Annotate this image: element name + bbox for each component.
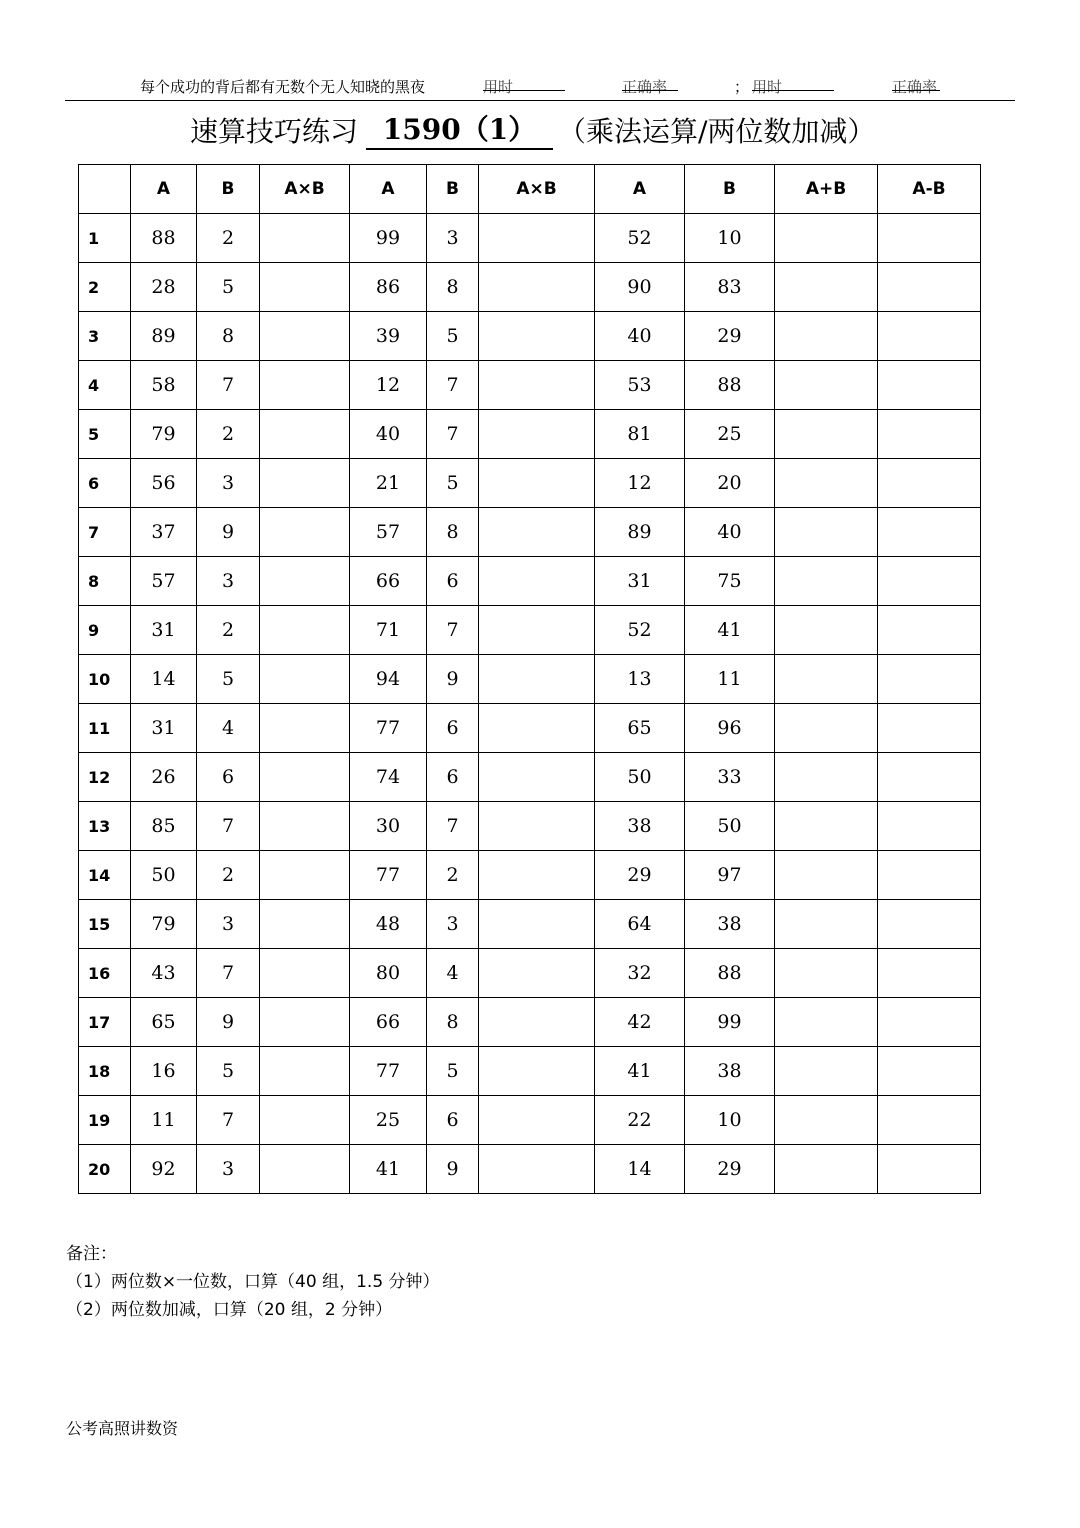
answer-product-2[interactable] <box>479 459 595 508</box>
cell-a2: 99 <box>350 214 427 263</box>
exercise-table <box>78 164 981 1194</box>
row-index: 20 <box>79 1145 131 1194</box>
cell-a2: 12 <box>350 361 427 410</box>
answer-difference[interactable] <box>878 949 981 998</box>
answer-product-1[interactable] <box>260 508 350 557</box>
cell-b1: 7 <box>197 802 260 851</box>
cell-a2: 77 <box>350 1047 427 1096</box>
answer-difference[interactable] <box>878 361 981 410</box>
cell-b2: 6 <box>427 704 479 753</box>
cell-b2: 8 <box>427 508 479 557</box>
answer-product-2[interactable] <box>479 753 595 802</box>
cell-a1: 92 <box>131 1145 197 1194</box>
cell-a2: 86 <box>350 263 427 312</box>
cell-b1: 5 <box>197 1047 260 1096</box>
cell-a2: 25 <box>350 1096 427 1145</box>
answer-product-2[interactable] <box>479 998 595 1047</box>
answer-product-2[interactable] <box>479 900 595 949</box>
answer-sum[interactable] <box>775 1096 878 1145</box>
answer-difference[interactable] <box>878 459 981 508</box>
cell-a2: 80 <box>350 949 427 998</box>
page-title <box>0 112 1080 152</box>
cell-b2: 7 <box>427 361 479 410</box>
table-row <box>79 802 981 851</box>
time-label-1: 用时 <box>483 78 514 96</box>
cell-a2: 94 <box>350 655 427 704</box>
answer-sum[interactable] <box>775 606 878 655</box>
cell-b3: 75 <box>685 557 775 606</box>
notes-section <box>66 1240 440 1324</box>
cell-a2: 41 <box>350 1145 427 1194</box>
cell-b3: 88 <box>685 361 775 410</box>
cell-a1: 37 <box>131 508 197 557</box>
cell-a3: 29 <box>595 851 685 900</box>
cell-b3: 99 <box>685 998 775 1047</box>
answer-product-1[interactable] <box>260 900 350 949</box>
answer-product-1[interactable] <box>260 214 350 263</box>
note-item: （2）两位数加减，口算（20 组，2 分钟） <box>66 1300 393 1320</box>
motto-text: 每个成功的背后都有无数个无人知晓的黑夜 <box>140 78 426 96</box>
table-row <box>79 655 981 704</box>
table-row <box>79 410 981 459</box>
row-index: 12 <box>79 753 131 802</box>
cell-b3: 29 <box>685 312 775 361</box>
cell-b3: 88 <box>685 949 775 998</box>
answer-product-1[interactable] <box>260 361 350 410</box>
answer-product-1[interactable] <box>260 263 350 312</box>
table-row <box>79 1047 981 1096</box>
cell-a1: 79 <box>131 900 197 949</box>
cell-a2: 74 <box>350 753 427 802</box>
answer-product-2[interactable] <box>479 606 595 655</box>
table-row <box>79 361 981 410</box>
cell-a1: 43 <box>131 949 197 998</box>
cell-b1: 7 <box>197 949 260 998</box>
answer-sum[interactable] <box>775 214 878 263</box>
cell-a2: 71 <box>350 606 427 655</box>
answer-sum[interactable] <box>775 753 878 802</box>
cell-a3: 32 <box>595 949 685 998</box>
cell-b1: 2 <box>197 851 260 900</box>
answer-sum[interactable] <box>775 508 878 557</box>
answer-product-2[interactable] <box>479 1047 595 1096</box>
answer-product-1[interactable] <box>260 557 350 606</box>
cell-b3: 29 <box>685 1145 775 1194</box>
cell-b2: 2 <box>427 851 479 900</box>
row-index: 19 <box>79 1096 131 1145</box>
answer-difference[interactable] <box>878 704 981 753</box>
row-index: 4 <box>79 361 131 410</box>
table-row <box>79 214 981 263</box>
answer-difference[interactable] <box>878 1096 981 1145</box>
answer-product-1[interactable] <box>260 1047 350 1096</box>
cell-a2: 77 <box>350 704 427 753</box>
answer-difference[interactable] <box>878 312 981 361</box>
answer-product-2[interactable] <box>479 214 595 263</box>
cell-a3: 65 <box>595 704 685 753</box>
answer-product-2[interactable] <box>479 361 595 410</box>
cell-b3: 97 <box>685 851 775 900</box>
table-row <box>79 459 981 508</box>
answer-sum[interactable] <box>775 1047 878 1096</box>
row-index: 3 <box>79 312 131 361</box>
table-row <box>79 753 981 802</box>
cell-a1: 85 <box>131 802 197 851</box>
cell-b3: 10 <box>685 214 775 263</box>
cell-b2: 5 <box>427 1047 479 1096</box>
table-row <box>79 998 981 1047</box>
title-code: 1590（1） <box>366 112 553 150</box>
cell-a3: 52 <box>595 214 685 263</box>
answer-product-1[interactable] <box>260 998 350 1047</box>
cell-a3: 40 <box>595 312 685 361</box>
answer-difference[interactable] <box>878 655 981 704</box>
accuracy-label-1: 正确率 <box>622 78 668 96</box>
cell-b1: 5 <box>197 263 260 312</box>
table-row <box>79 312 981 361</box>
header-a3: A <box>595 165 685 214</box>
answer-difference[interactable] <box>878 263 981 312</box>
cell-a1: 31 <box>131 704 197 753</box>
answer-sum[interactable] <box>775 802 878 851</box>
cell-b2: 5 <box>427 459 479 508</box>
cell-b1: 2 <box>197 606 260 655</box>
answer-product-2[interactable] <box>479 704 595 753</box>
cell-a2: 57 <box>350 508 427 557</box>
answer-product-1[interactable] <box>260 704 350 753</box>
cell-b2: 7 <box>427 802 479 851</box>
answer-sum[interactable] <box>775 998 878 1047</box>
table-row <box>79 508 981 557</box>
answer-sum[interactable] <box>775 557 878 606</box>
cell-a3: 31 <box>595 557 685 606</box>
answer-product-2[interactable] <box>479 1096 595 1145</box>
answer-product-2[interactable] <box>479 802 595 851</box>
cell-b3: 25 <box>685 410 775 459</box>
cell-a1: 28 <box>131 263 197 312</box>
header-a2: A <box>350 165 427 214</box>
cell-b2: 6 <box>427 557 479 606</box>
answer-product-1[interactable] <box>260 802 350 851</box>
row-index: 8 <box>79 557 131 606</box>
table-row <box>79 1096 981 1145</box>
cell-b2: 3 <box>427 214 479 263</box>
answer-sum[interactable] <box>775 410 878 459</box>
header-bar <box>0 76 1080 100</box>
cell-a2: 39 <box>350 312 427 361</box>
cell-a1: 88 <box>131 214 197 263</box>
cell-a1: 11 <box>131 1096 197 1145</box>
table-row <box>79 606 981 655</box>
cell-b3: 38 <box>685 1047 775 1096</box>
cell-a3: 13 <box>595 655 685 704</box>
answer-sum[interactable] <box>775 949 878 998</box>
cell-b1: 3 <box>197 557 260 606</box>
cell-b3: 50 <box>685 802 775 851</box>
answer-product-1[interactable] <box>260 410 350 459</box>
cell-a3: 89 <box>595 508 685 557</box>
cell-a3: 38 <box>595 802 685 851</box>
cell-a3: 14 <box>595 1145 685 1194</box>
cell-b1: 2 <box>197 214 260 263</box>
cell-b2: 6 <box>427 753 479 802</box>
row-index: 11 <box>79 704 131 753</box>
answer-difference[interactable] <box>878 1047 981 1096</box>
cell-a2: 21 <box>350 459 427 508</box>
answer-difference[interactable] <box>878 900 981 949</box>
cell-b2: 7 <box>427 410 479 459</box>
title-prefix: 速算技巧练习 <box>190 115 359 148</box>
cell-b3: 96 <box>685 704 775 753</box>
cell-a1: 65 <box>131 998 197 1047</box>
accuracy-blank-2[interactable] <box>892 76 940 91</box>
cell-a1: 14 <box>131 655 197 704</box>
cell-b1: 7 <box>197 1096 260 1145</box>
answer-sum[interactable] <box>775 900 878 949</box>
row-index: 10 <box>79 655 131 704</box>
notes-title: 备注： <box>66 1244 117 1264</box>
cell-b1: 2 <box>197 410 260 459</box>
cell-a3: 22 <box>595 1096 685 1145</box>
cell-b2: 6 <box>427 1096 479 1145</box>
answer-product-2[interactable] <box>479 655 595 704</box>
answer-product-1[interactable] <box>260 1096 350 1145</box>
header-index <box>79 165 131 214</box>
row-index: 2 <box>79 263 131 312</box>
cell-a2: 66 <box>350 557 427 606</box>
cell-b2: 5 <box>427 312 479 361</box>
row-index: 6 <box>79 459 131 508</box>
accuracy-label-2: 正确率 <box>892 78 938 96</box>
cell-a2: 66 <box>350 998 427 1047</box>
cell-b1: 4 <box>197 704 260 753</box>
answer-sum[interactable] <box>775 851 878 900</box>
cell-a2: 77 <box>350 851 427 900</box>
answer-difference[interactable] <box>878 1145 981 1194</box>
cell-a2: 48 <box>350 900 427 949</box>
header-b1: B <box>197 165 260 214</box>
cell-b2: 3 <box>427 900 479 949</box>
row-index: 16 <box>79 949 131 998</box>
row-index: 14 <box>79 851 131 900</box>
cell-a2: 40 <box>350 410 427 459</box>
cell-a1: 50 <box>131 851 197 900</box>
cell-b3: 10 <box>685 1096 775 1145</box>
cell-b3: 41 <box>685 606 775 655</box>
cell-a3: 90 <box>595 263 685 312</box>
header-difference: A-B <box>878 165 981 214</box>
answer-sum[interactable] <box>775 361 878 410</box>
answer-difference[interactable] <box>878 802 981 851</box>
answer-difference[interactable] <box>878 851 981 900</box>
cell-a3: 50 <box>595 753 685 802</box>
answer-product-2[interactable] <box>479 410 595 459</box>
answer-difference[interactable] <box>878 998 981 1047</box>
answer-product-1[interactable] <box>260 1145 350 1194</box>
cell-b3: 33 <box>685 753 775 802</box>
row-index: 13 <box>79 802 131 851</box>
title-suffix: （乘法运算/两位数加减） <box>558 115 876 148</box>
answer-product-1[interactable] <box>260 753 350 802</box>
table-row <box>79 704 981 753</box>
answer-product-2[interactable] <box>479 949 595 998</box>
answer-product-1[interactable] <box>260 949 350 998</box>
answer-product-2[interactable] <box>479 557 595 606</box>
time-blank-2[interactable] <box>752 76 834 91</box>
answer-difference[interactable] <box>878 410 981 459</box>
cell-a2: 30 <box>350 802 427 851</box>
cell-b1: 3 <box>197 900 260 949</box>
answer-difference[interactable] <box>878 214 981 263</box>
answer-sum[interactable] <box>775 1145 878 1194</box>
cell-b1: 3 <box>197 459 260 508</box>
answer-product-2[interactable] <box>479 508 595 557</box>
cell-b1: 9 <box>197 998 260 1047</box>
cell-b3: 20 <box>685 459 775 508</box>
note-item: （1）两位数×一位数，口算（40 组，1.5 分钟） <box>66 1272 440 1292</box>
time-blank-1[interactable] <box>483 76 565 91</box>
cell-b2: 9 <box>427 1145 479 1194</box>
cell-a1: 16 <box>131 1047 197 1096</box>
header-divider <box>65 100 1015 101</box>
answer-sum[interactable] <box>775 459 878 508</box>
cell-b1: 5 <box>197 655 260 704</box>
answer-sum[interactable] <box>775 263 878 312</box>
table-row <box>79 851 981 900</box>
table-row <box>79 263 981 312</box>
cell-a1: 58 <box>131 361 197 410</box>
answer-product-1[interactable] <box>260 459 350 508</box>
header-a1: A <box>131 165 197 214</box>
cell-a1: 57 <box>131 557 197 606</box>
cell-b3: 11 <box>685 655 775 704</box>
answer-product-1[interactable] <box>260 312 350 361</box>
answer-difference[interactable] <box>878 753 981 802</box>
cell-b3: 40 <box>685 508 775 557</box>
cell-b1: 6 <box>197 753 260 802</box>
header-b3: B <box>685 165 775 214</box>
answer-sum[interactable] <box>775 655 878 704</box>
cell-a1: 26 <box>131 753 197 802</box>
cell-a3: 53 <box>595 361 685 410</box>
answer-product-2[interactable] <box>479 263 595 312</box>
answer-product-2[interactable] <box>479 851 595 900</box>
time-label-2: 用时 <box>752 78 783 96</box>
row-index: 17 <box>79 998 131 1047</box>
answer-sum[interactable] <box>775 312 878 361</box>
row-index: 18 <box>79 1047 131 1096</box>
cell-a1: 89 <box>131 312 197 361</box>
row-index: 15 <box>79 900 131 949</box>
cell-b2: 8 <box>427 263 479 312</box>
cell-b1: 9 <box>197 508 260 557</box>
answer-product-1[interactable] <box>260 851 350 900</box>
table-row <box>79 900 981 949</box>
cell-b3: 38 <box>685 900 775 949</box>
cell-b2: 9 <box>427 655 479 704</box>
cell-b2: 7 <box>427 606 479 655</box>
cell-b2: 4 <box>427 949 479 998</box>
cell-b1: 8 <box>197 312 260 361</box>
answer-product-1[interactable] <box>260 606 350 655</box>
header-b2: B <box>427 165 479 214</box>
header-product-1: A×B <box>260 165 350 214</box>
cell-a3: 12 <box>595 459 685 508</box>
cell-a3: 42 <box>595 998 685 1047</box>
answer-product-2[interactable] <box>479 1145 595 1194</box>
cell-a3: 64 <box>595 900 685 949</box>
answer-product-2[interactable] <box>479 312 595 361</box>
row-index: 7 <box>79 508 131 557</box>
table-row <box>79 557 981 606</box>
row-index: 5 <box>79 410 131 459</box>
cell-a3: 41 <box>595 1047 685 1096</box>
row-index: 1 <box>79 214 131 263</box>
cell-a3: 81 <box>595 410 685 459</box>
footer-source: 公考高照讲数资 <box>66 1419 179 1438</box>
header-sum: A+B <box>775 165 878 214</box>
table-row <box>79 949 981 998</box>
answer-difference[interactable] <box>878 606 981 655</box>
cell-b1: 7 <box>197 361 260 410</box>
table-header-row <box>79 165 981 214</box>
cell-b3: 83 <box>685 263 775 312</box>
answer-difference[interactable] <box>878 508 981 557</box>
accuracy-blank-1[interactable] <box>622 76 678 91</box>
answer-sum[interactable] <box>775 704 878 753</box>
row-index: 9 <box>79 606 131 655</box>
header-product-2: A×B <box>479 165 595 214</box>
table-row <box>79 1145 981 1194</box>
cell-b1: 3 <box>197 1145 260 1194</box>
cell-a1: 56 <box>131 459 197 508</box>
answer-difference[interactable] <box>878 557 981 606</box>
cell-a1: 31 <box>131 606 197 655</box>
cell-a3: 52 <box>595 606 685 655</box>
cell-a1: 79 <box>131 410 197 459</box>
separator: ； <box>734 78 750 96</box>
cell-b2: 8 <box>427 998 479 1047</box>
answer-product-1[interactable] <box>260 655 350 704</box>
